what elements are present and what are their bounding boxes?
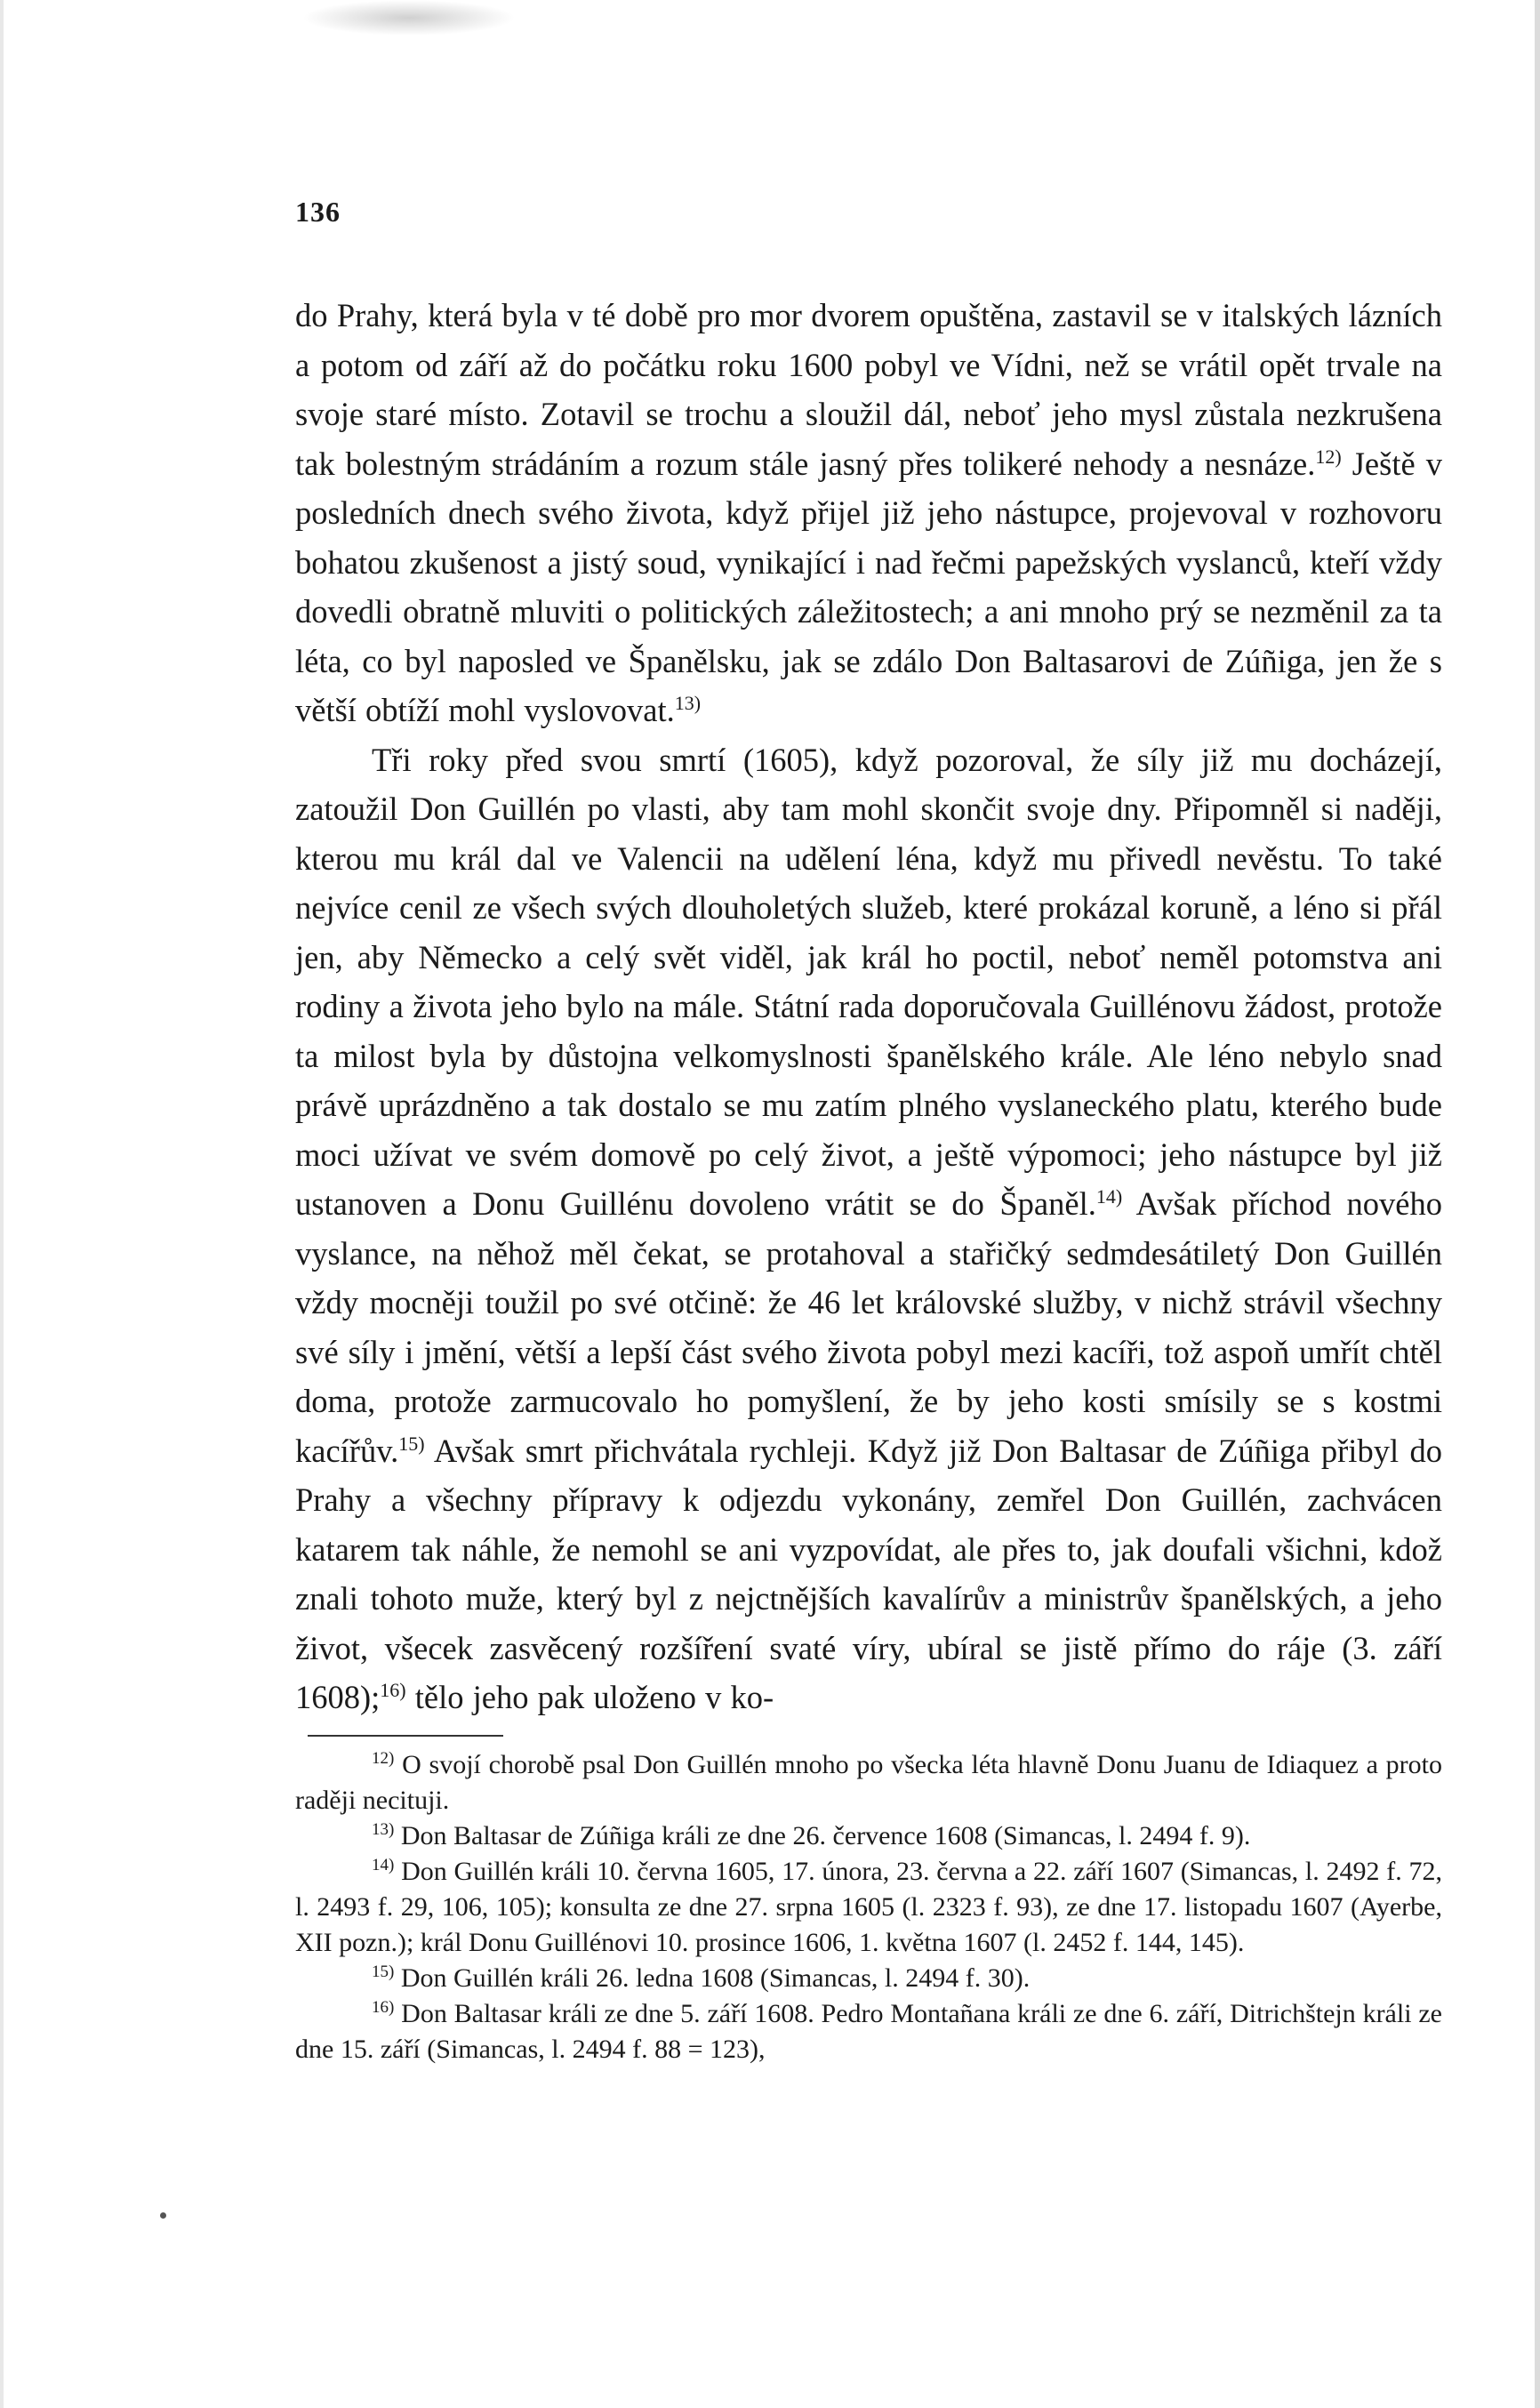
- footnote-mark: 16): [372, 1997, 395, 2017]
- page-number: 136: [295, 196, 341, 228]
- footnote-mark: 14): [372, 1855, 395, 1874]
- paragraph-text: do Prahy, která byla v té době pro mor dvorem opuštěna, zastavil se v italských lázních a potom od září až do počátku roku 1600 pobyl ve Vídni, než se vrátil opět trvale na svoje staré místo. Zotavil se trochu a sloužil dál, neboť jeho mysl zůstala nezkrušena tak bolestným strádáním a rozum stále jasný přes tolikeré nehody a nesnáze.: [295, 297, 1442, 482]
- footnote-divider: [308, 1735, 503, 1737]
- footnote-14: [295, 1854, 1442, 1961]
- paragraph-text: Ještě v posledních dnech svého života, když přijel již jeho nástupce, projevoval v rozhovoru bohatou zkušenost a jistý soud, vynikající i nad řečmi papežských vyslanců, kteří vždy dovedli obratně mluviti o politických záležitostech; a ani mnoho prý se nezměnil za ta léta, co byl naposled ve Španělsku, jak se zdálo Don Baltasarovi de Zúñiga, jen že s větší obtíží mohl vyslovovat.: [295, 445, 1442, 728]
- body-text: [295, 291, 1442, 1722]
- paragraph-text: Avšak příchod nového vyslance, na něhož měl čekat, se protahoval a stařičký sedmdesátiletý Don Guillén vždy mocněji toužil po své otčině: že 46 let královské služby, v nichž strávil všechny své síly i jmění, větší a lepší část svého života pobyl mezi kacíři, tož aspoň umřít chtěl doma, protože zarmucovalo ho pomyšlení, že by jeho kosti smísily se s kostmi kacířův.: [295, 1185, 1442, 1469]
- paragraph-2: [295, 735, 1442, 1722]
- footnote-ref-13: 13): [674, 691, 702, 714]
- footnote-text: Don Baltasar de Zúñiga králi ze dne 26. července 1608 (Simancas, l. 2494 f. 9).: [394, 1820, 1251, 1850]
- footnotes: [295, 1747, 1442, 2067]
- footnote-12: [295, 1747, 1442, 1818]
- paragraph-1: [295, 291, 1442, 735]
- paragraph-text: Avšak smrt přichvátala rychleji. Když již Don Baltasar de Zúñiga přibyl do Prahy a všechny přípravy k odjezdu vykonány, zemřel Don Guillén, zachvácen katarem tak náhle, že nemohl se ani vyzpovídat, ale přes to, jak doufali všichni, kdož znali tohoto muže, který byl z nejctnějších kavalírův a ministrův španělských, a jeho život, všecek zasvěcený rozšíření svaté víry, ubíral se jistě přímo do ráje (3. září 1608);: [295, 1432, 1442, 1715]
- footnote-text: Don Baltasar králi ze dne 5. září 1608. Pedro Montañana králi ze dne 6. září, Ditrichštejn králi ze dne 15. září (Simancas, l. 2494 f. 88 = 123),: [295, 1998, 1442, 2064]
- footnote-ref-16: 16): [380, 1678, 406, 1701]
- footnote-mark: 15): [372, 1962, 395, 1981]
- book-page: [295, 196, 1442, 2067]
- footnote-ref-12: 12): [1315, 445, 1342, 468]
- footnote-text: Don Guillén králi 26. ledna 1608 (Simancas, l. 2494 f. 30).: [394, 1963, 1031, 1993]
- footnote-ref-14: 14): [1095, 1184, 1123, 1208]
- paragraph-text: tělo jeho pak uloženo v ko-: [405, 1679, 774, 1715]
- footnote-16: [295, 1996, 1442, 2067]
- footnote-text: Don Guillén králi 10. června 1605, 17. února, 23. června a 22. září 1607 (Simancas, l. 2492 f. 72, l. 2493 f. 29, 106, 105); konsulta ze dne 27. srpna 1605 (l. 2323 f. 93), ze dne 17. listopadu 1607 (Ayerbe, XII pozn.); král Donu Guillénovi 10. prosince 1606, 1. května 1607 (l. 2452 f. 144, 145).: [295, 1856, 1442, 1957]
- margin-speck: [160, 2212, 166, 2219]
- footnote-ref-15: 15): [398, 1432, 425, 1455]
- paragraph-text: Tři roky před svou smrtí (1605), když pozoroval, že síly již mu docházejí, zatoužil Don Guillén po vlasti, aby tam mohl skončit svoje dny. Připomněl si naději, kterou mu král dal ve Valencii na udělení léna, když mu přivedl nevěstu. To také nejvíce cenil ze všech svých dlouholetých služeb, které prokázal koruně, a léno si přál jen, aby Německo a celý svět viděl, jak král ho poctil, neboť neměl potomstva ani rodiny a života jeho bylo na mále. Státní rada doporučovala Guillénovu žádost, protože ta milost byla by důstojna velkomyslnosti španělského krále. Ale léno nebylo snad právě uprázdněno a tak dostalo se mu zatím plného vyslaneckého platu, kterého bude moci užívat ve svém domově po celý život, a ještě výpomoci; jeho nástupce byl již ustanoven a Donu Guillénu dovoleno vrátit se do Španěl.: [295, 741, 1442, 1222]
- footnote-mark: 13): [372, 1819, 395, 1839]
- scan-smudge: [302, 0, 516, 36]
- footnote-mark: 12): [372, 1748, 395, 1768]
- footnote-15: [295, 1961, 1442, 1996]
- footnote-13: [295, 1818, 1442, 1854]
- footnote-text: O svojí chorobě psal Don Guillén mnoho po všecka léta hlavně Donu Juanu de Idiaquez a proto raději necituji.: [295, 1749, 1442, 1815]
